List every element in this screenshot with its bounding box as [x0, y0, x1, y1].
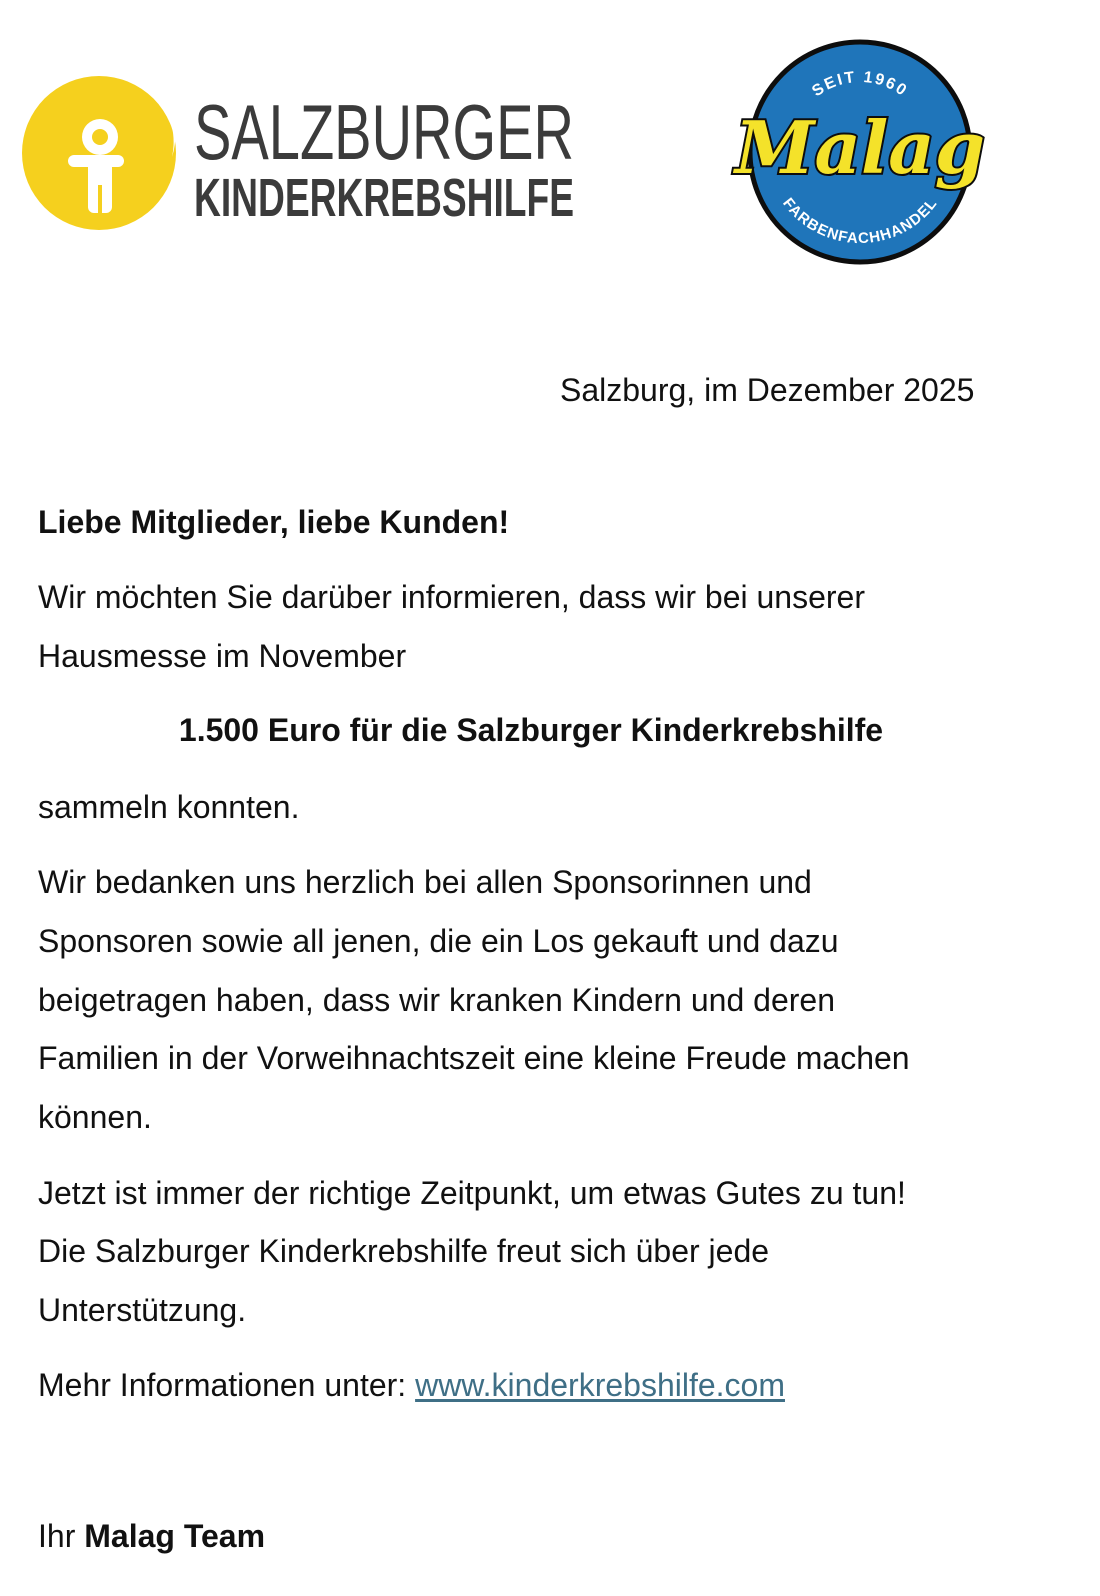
- salzburger-kinderkrebshilfe-logo: [22, 75, 582, 235]
- paragraph-3-line-3: beigetragen haben, dass wir kranken Kindern und deren: [38, 982, 835, 1018]
- malag-wordmark: Malag: [732, 105, 985, 190]
- paragraph-1-line-1: Wir möchten Sie darüber informieren, dass wir bei unserer: [38, 579, 865, 615]
- kinderkrebshilfe-link[interactable]: www.kinderkrebshilfe.com: [415, 1367, 785, 1403]
- signature: [38, 1507, 265, 1566]
- more-info-label: Mehr Informationen unter:: [38, 1367, 416, 1403]
- signature-prefix: Ihr: [38, 1518, 85, 1554]
- paragraph-3-line-2: Sponsoren sowie all jenen, die ein Los gekauft und dazu: [38, 923, 839, 959]
- paragraph-3-line-1: Wir bedanken uns herzlich bei allen Sponsorinnen und: [38, 864, 812, 900]
- more-info-line: [38, 1356, 785, 1415]
- paragraph-4-line-1: Jetzt ist immer der richtige Zeitpunkt, um etwas Gutes zu tun!: [38, 1175, 906, 1211]
- seit-1960-text: SEIT 1960: [809, 68, 911, 101]
- paragraph-4-line-2: Die Salzburger Kinderkrebshilfe freut sich über jede: [38, 1233, 770, 1269]
- logo-line-1: SALZBURGER: [194, 88, 574, 176]
- paragraph-1-line-2: Hausmesse im November: [38, 638, 407, 674]
- farbenfachhandel-text: FARBENFACHHANDEL: [779, 194, 941, 248]
- logo-line-2: KINDERKREBSHILFE: [194, 168, 574, 228]
- malag-logo: [730, 38, 1000, 266]
- paragraph-3-line-5: können.: [38, 1099, 152, 1135]
- letter-date: Salzburg, im Dezember 2025: [560, 372, 975, 408]
- signature-team: Malag Team: [84, 1518, 266, 1554]
- child-figure-icon: [22, 76, 176, 230]
- greeting: Liebe Mitglieder, liebe Kunden!: [38, 504, 510, 540]
- paragraph-2: sammeln konnten.: [38, 789, 300, 825]
- donation-amount-highlight: 1.500 Euro für die Salzburger Kinderkrebshilfe: [178, 712, 884, 748]
- paragraph-3-line-4: Familien in der Vorweihnachtszeit eine kleine Freude machen: [38, 1040, 910, 1076]
- paragraph-4-line-3: Unterstützung.: [38, 1292, 247, 1328]
